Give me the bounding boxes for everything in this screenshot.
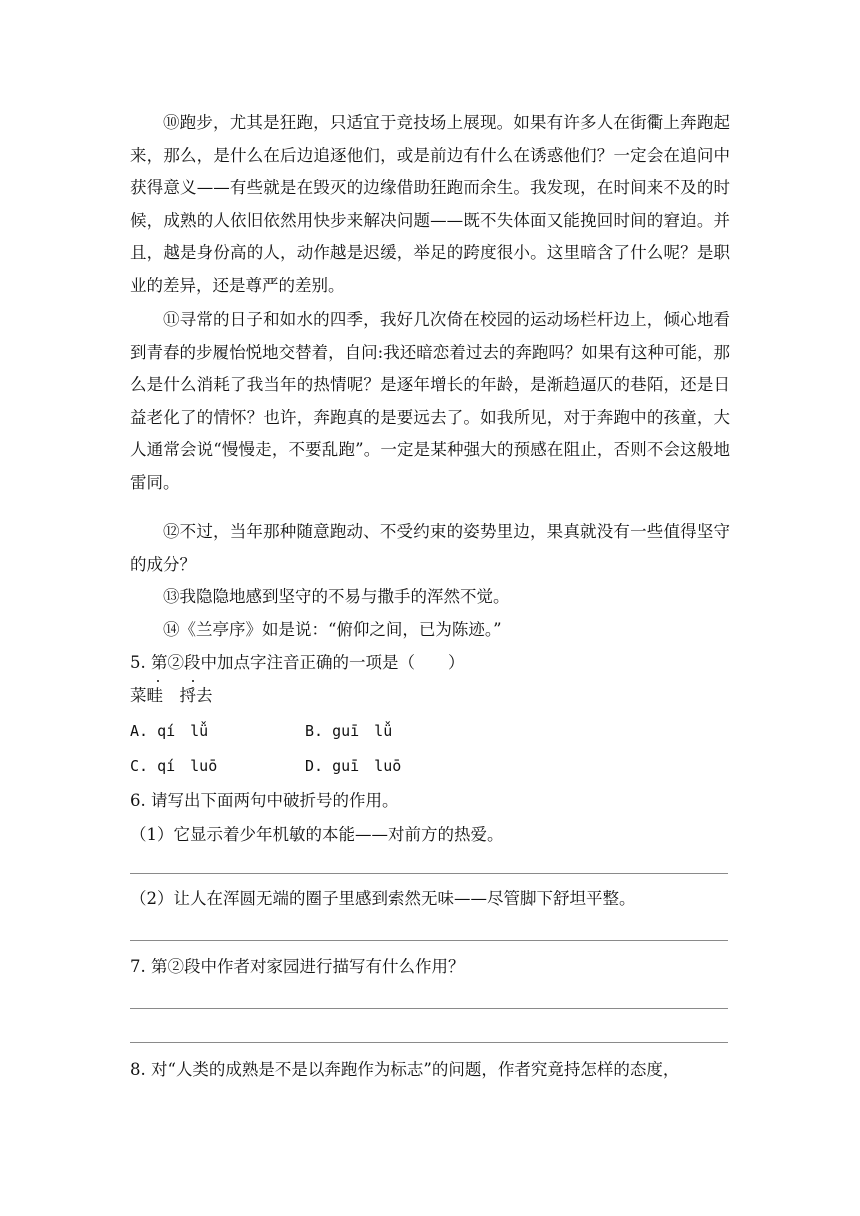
paragraph-12: ⑫不过，当年那种随意跑动、不受约束的姿势里边，果真就没有一些值得坚守的成分？ bbox=[130, 522, 730, 574]
question-6-stem: 6. 请写出下面两句中破折号的作用。 bbox=[130, 791, 399, 810]
paragraph-11: ⑪寻常的日子和如水的四季，我好几次倚在校园的运动场栏杆边上，倾心地看到青春的步履怡悦地交替着，自问:我还暗恋着过去的奔跑吗？如果有这种可能，那么是什么消耗了我当年的热情呢？是逐年增长的年龄，是渐趋逼仄的巷陌，还是日益老化了的情怀？也许，奔跑真的是要远去了。如我所见，对于奔跑中的孩童，大人通常会说“慢慢走，不要乱跑”。一定是某种强大的预感在阻止，否则不会这般地雷同。 bbox=[130, 310, 730, 492]
answer-line[interactable] bbox=[130, 940, 728, 941]
paragraph-14: ⑭《兰亭序》如是说：“俯仰之间，已为陈迹。” bbox=[163, 620, 502, 639]
question-6-sub-2: （2）让人在浑圆无端的圈子里感到索然无味——尽管脚下舒坦平整。 bbox=[130, 889, 636, 908]
option-d[interactable]: D. guī luō bbox=[305, 757, 402, 775]
paragraph-13: ⑬我隐隐地感到坚守的不易与撒手的浑然不觉。 bbox=[163, 587, 510, 606]
question-6-sub-1: （1）它显示着少年机敏的本能——对前方的热爱。 bbox=[130, 825, 504, 844]
option-b[interactable]: B. guī lǚ bbox=[305, 722, 393, 740]
question-5-words: 菜畦 捋去 bbox=[130, 686, 213, 705]
emphasis-dot bbox=[157, 680, 159, 682]
answer-line[interactable] bbox=[130, 1008, 728, 1009]
option-a[interactable]: A. qí lǚ bbox=[130, 722, 209, 740]
paragraph-10: ⑩跑步，尤其是狂跑，只适宜于竞技场上展现。如果有许多人在街衢上奔跑起来，那么，是什么在后边追逐他们，或是前边有什么在诱惑他们？一定会在追问中获得意义——有些就是在毁灭的边缘借助狂跑而余生。我发现，在时间来不及的时候，成熟的人依旧依然用快步来解决问题——既不失体面又能挽回时间的窘迫。并且，越是身份高的人，动作越是迟缓，举足的跨度很小。这里暗含了什么呢？是职业的差异，还是尊严的差别。 bbox=[130, 113, 730, 295]
answer-line[interactable] bbox=[130, 873, 728, 874]
option-c[interactable]: C. qí luō bbox=[130, 757, 218, 775]
question-8-stem: 8. 对“人类的成熟是不是以奔跑作为标志”的问题，作者究竟持怎样的态度， bbox=[130, 1060, 680, 1079]
question-5-stem: 5. 第②段中加点字注音正确的一项是（ ） bbox=[130, 653, 465, 672]
answer-line[interactable] bbox=[130, 1042, 728, 1043]
question-7-stem: 7. 第②段中作者对家园进行描写有什么作用？ bbox=[130, 957, 465, 976]
emphasis-dot bbox=[192, 680, 194, 682]
